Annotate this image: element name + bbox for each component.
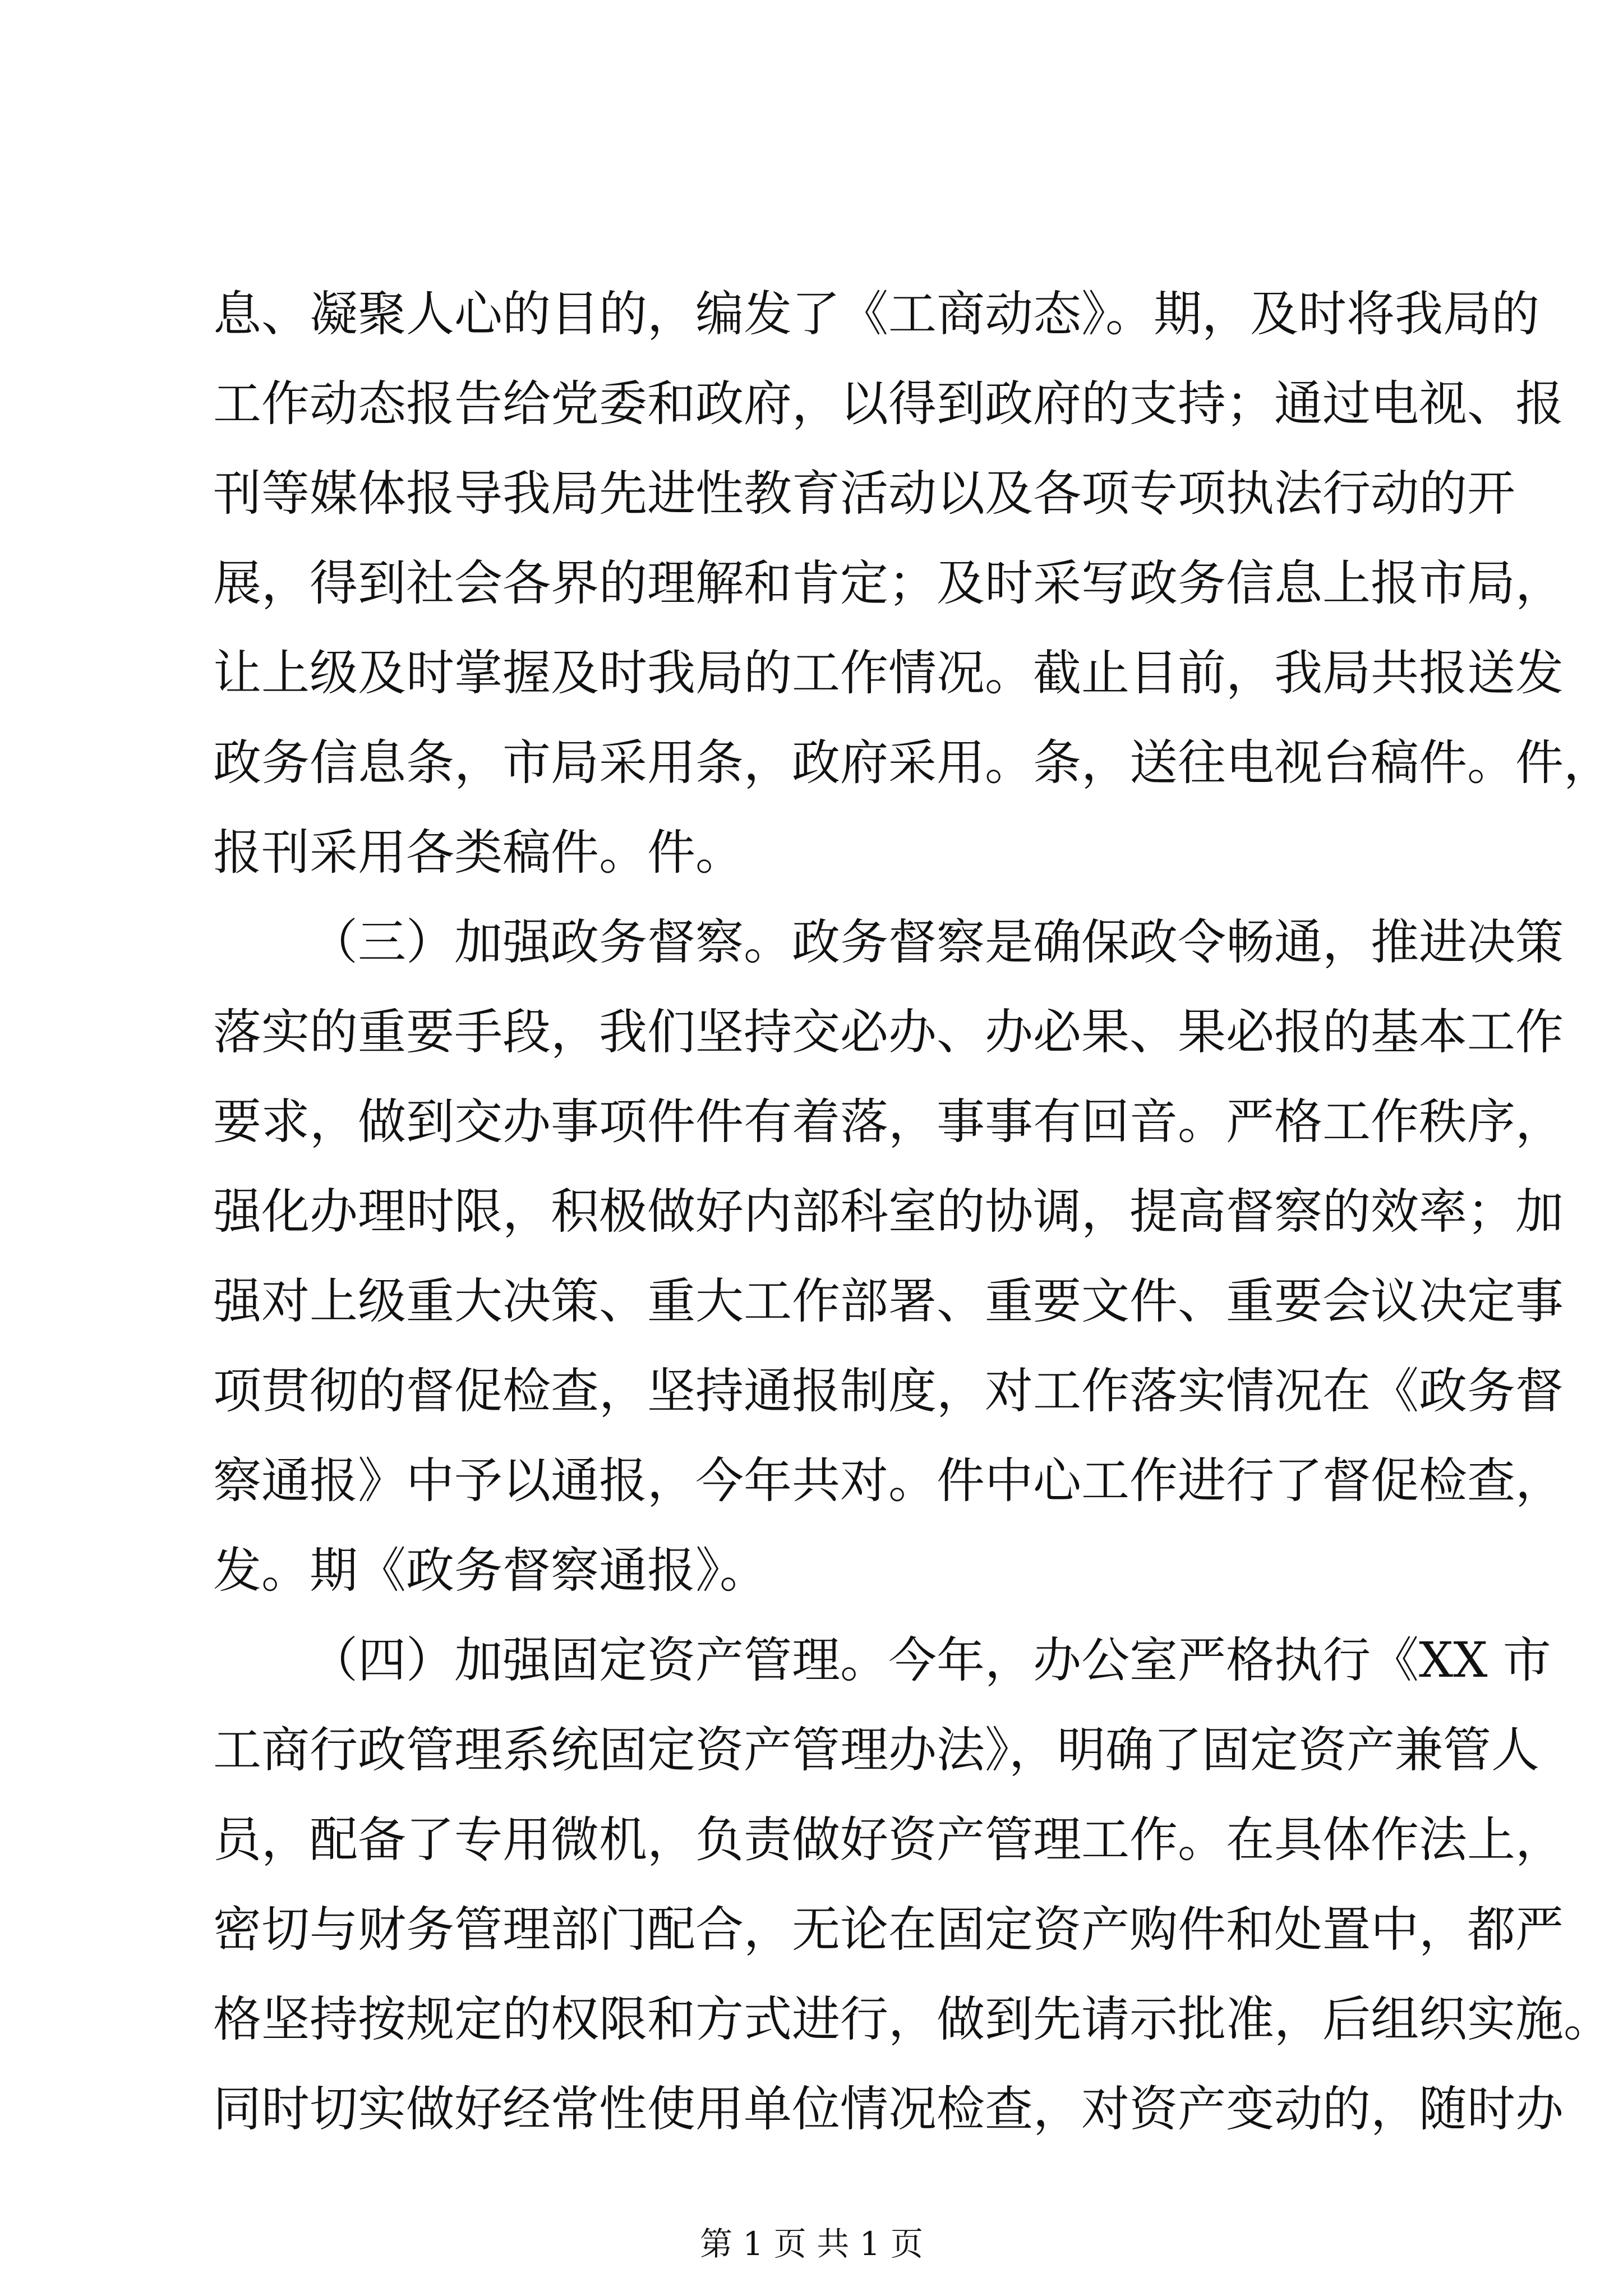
paragraph-1-line-6: 政务信息条，市局采用条，政府采用。条，送往电视台稿件。件， <box>213 735 1612 791</box>
paragraph-3-line-2: 工商行政管理系统固定资产管理办法》，明确了固定资产兼管人 <box>213 1722 1539 1778</box>
paragraph-2-line-2: 落实的重要手段，我们坚持交必办、办必果、果必报的基本工作 <box>213 1004 1564 1060</box>
paragraph-2-line-3: 要求，做到交办事项件件有着落，事事有回音。严格工作秩序， <box>213 1094 1564 1150</box>
paragraph-1-line-3: 刊等媒体报导我局先进性教育活动以及各项专项执法行动的开 <box>213 466 1515 522</box>
page-footer: 第 1 页 共 1 页 <box>700 2225 923 2263</box>
paragraph-3-line-6: 同时切实做好经常性使用单位情况检查，对资产变动的，随时办 <box>213 2081 1564 2137</box>
paragraph-2-line-6: 项贯彻的督促检查，坚持通报制度，对工作落实情况在《政务督 <box>213 1363 1564 1419</box>
paragraph-2-line-5: 强对上级重大决策、重大工作部署、重要文件、重要会议决定事 <box>213 1273 1564 1329</box>
paragraph-3-line-4: 密切与财务管理部门配合，无论在固定资产购件和处置中，都严 <box>213 1902 1564 1958</box>
paragraph-1-line-4: 展，得到社会各界的理解和肯定；及时采写政务信息上报市局， <box>213 555 1564 611</box>
paragraph-2-line-8: 发。期《政务督察通报》。 <box>213 1543 768 1599</box>
paragraph-3-line-3: 员，配备了专用微机，负责做好资产管理工作。在具体作法上， <box>213 1812 1564 1868</box>
paragraph-2-line-7: 察通报》中予以通报，今年共对。件中心工作进行了督促检查， <box>213 1453 1564 1509</box>
paragraph-3-line-5: 格坚持按规定的权限和方式进行，做到先请示批准，后组织实施。 <box>213 1991 1612 2047</box>
paragraph-1-line-2: 工作动态报告给党委和政府，以得到政府的支持；通过电视、报 <box>213 376 1564 432</box>
paragraph-1-line-7: 报刊采用各类稿件。件。 <box>213 825 744 881</box>
paragraph-2-line-4: 强化办理时限，积极做好内部科室的协调，提高督察的效率；加 <box>213 1184 1564 1240</box>
paragraph-3-line-1: （四）加强固定资产管理。今年，办公室严格执行《XX 市 <box>310 1632 1551 1688</box>
paragraph-2-line-1: （三）加强政务督察。政务督察是确保政令畅通，推进决策 <box>310 914 1564 970</box>
paragraph-1-line-1: 息、凝聚人心的目的，编发了《工商动态》。期，及时将我局的 <box>213 286 1539 342</box>
paragraph-1-line-5: 让上级及时掌握及时我局的工作情况。截止目前，我局共报送发 <box>213 645 1564 701</box>
